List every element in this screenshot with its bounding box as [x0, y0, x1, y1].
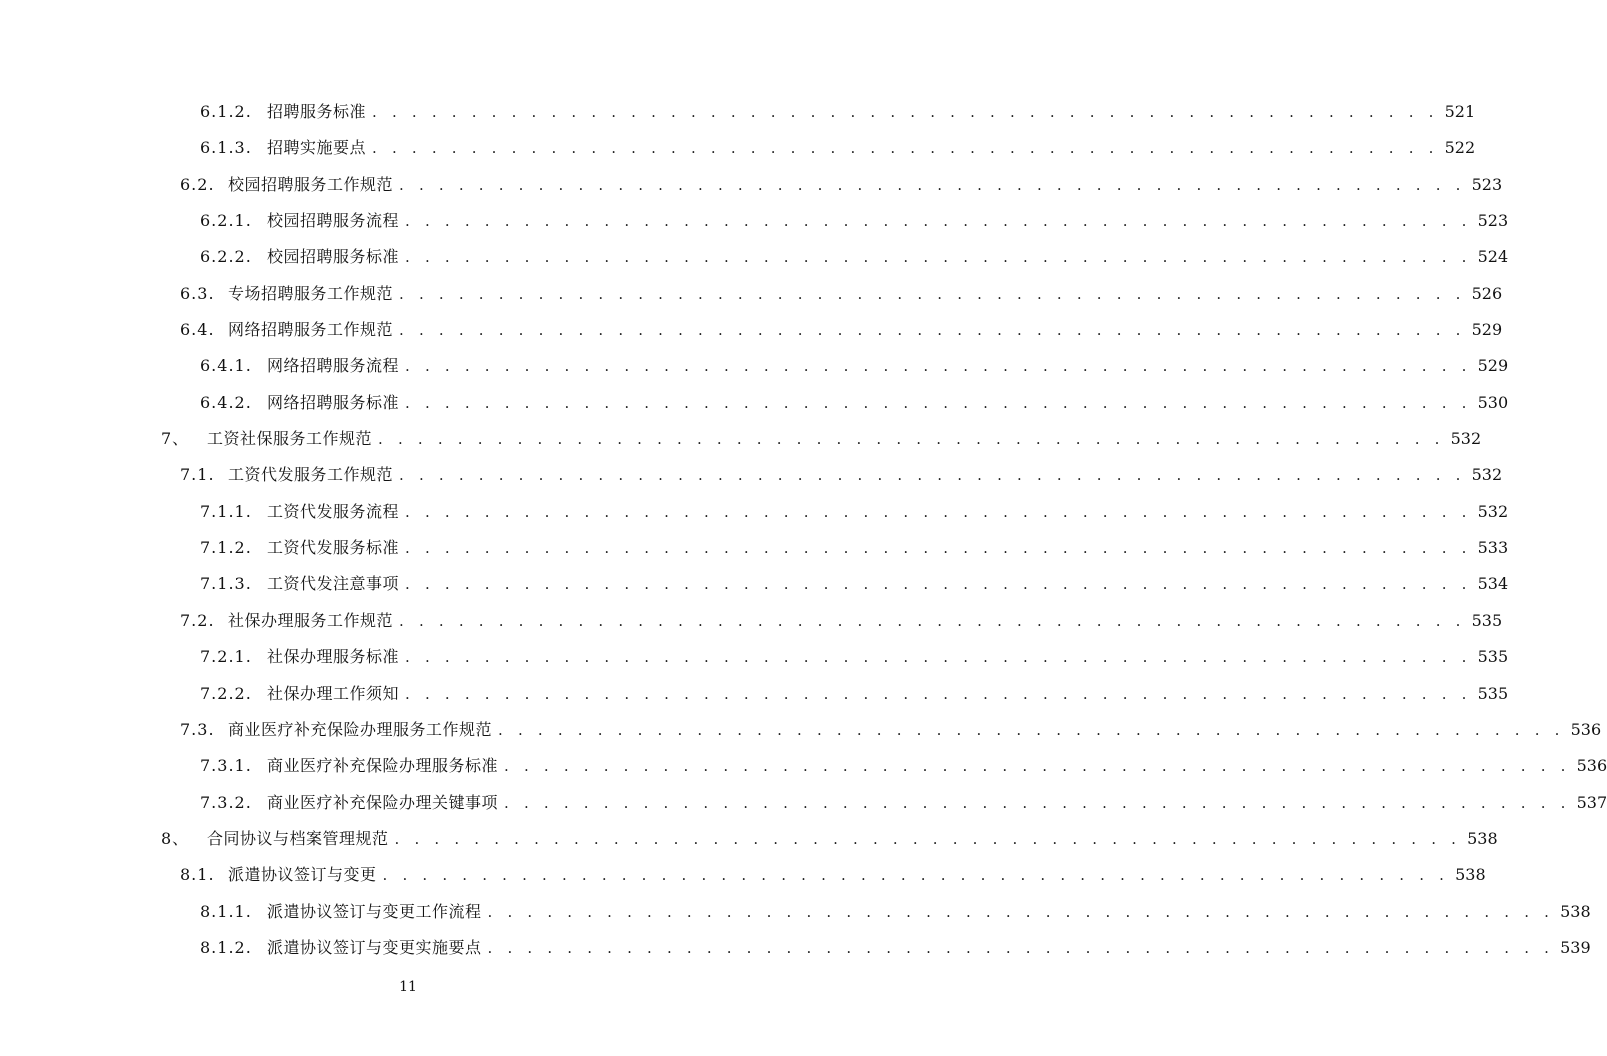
- toc-entry-title: 工资代发服务流程: [267, 501, 400, 521]
- toc-entry-page: 521: [1444, 102, 1476, 121]
- toc-entry-page: 532: [1450, 429, 1482, 449]
- toc-entry-number: 6.2.1.: [200, 211, 252, 231]
- toc-entry-page: 537: [1576, 792, 1607, 812]
- toc-dot-leader: . . . . . . . . . . . . . . . . . . . . . . . . . . . . . . . . . . . . . . . . . . . . . . . . . . . . . .: [504, 757, 1571, 776]
- toc-entry[interactable]: [0, 781, 1607, 817]
- toc-entry-number: 8.1.: [180, 865, 215, 885]
- toc-entry-page: 523: [1477, 211, 1509, 231]
- toc-entry-page: 523: [1471, 174, 1503, 194]
- toc-entry-number: 7.1.3.: [200, 574, 252, 594]
- toc-entry-page: 539: [1560, 937, 1591, 957]
- toc-entry[interactable]: [0, 744, 1607, 780]
- toc-entry-number: 7.1.2.: [200, 538, 252, 558]
- toc-entry[interactable]: [0, 526, 1509, 562]
- toc-entry[interactable]: [0, 199, 1509, 235]
- toc-entry-number: 7.1.1.: [200, 501, 252, 521]
- toc-entry-title: 商业医疗补充保险办理服务标准: [267, 756, 499, 776]
- toc-entry-page: 530: [1477, 392, 1509, 412]
- toc-entry-title: 网络招聘服务流程: [267, 356, 400, 376]
- toc-entry-title: 招聘实施要点: [267, 138, 367, 158]
- toc-entry-number: 7.3.: [180, 719, 215, 739]
- toc-entry[interactable]: [0, 490, 1509, 526]
- toc-dot-leader: . . . . . . . . . . . . . . . . . . . . . . . . . . . . . . . . . . . . . . . . . . . . . . . . . . . . . .: [378, 430, 1445, 449]
- toc-entry[interactable]: [0, 126, 1476, 162]
- toc-entry-number: 6.4.2.: [200, 392, 252, 412]
- toc-entry-page: 534: [1477, 574, 1509, 594]
- toc-entry-number: 6.2.: [180, 174, 215, 194]
- toc-entry[interactable]: [0, 90, 1476, 126]
- toc-entry-title: 校园招聘服务标准: [267, 247, 400, 267]
- toc-entry-page: 538: [1560, 901, 1591, 921]
- toc-entry-number: 8.1.1.: [200, 901, 252, 921]
- toc-dot-leader: . . . . . . . . . . . . . . . . . . . . . . . . . . . . . . . . . . . . . . . . . . . . . . . . . . . . . .: [405, 648, 1472, 667]
- toc-entry-number: 6.1.3.: [200, 138, 252, 158]
- toc-entry-title: 招聘服务标准: [267, 102, 367, 121]
- toc-entry-page: 538: [1467, 828, 1498, 848]
- toc-entry-page: 538: [1455, 865, 1486, 885]
- toc-dot-leader: . . . . . . . . . . . . . . . . . . . . . . . . . . . . . . . . . . . . . . . . . . . . . . . . . . . . . .: [405, 248, 1472, 267]
- toc-dot-leader: . . . . . . . . . . . . . . . . . . . . . . . . . . . . . . . . . . . . . . . . . . . . . . . . . . . . . .: [498, 720, 1565, 739]
- toc-entry[interactable]: [0, 453, 1503, 489]
- toc-dot-leader: . . . . . . . . . . . . . . . . . . . . . . . . . . . . . . . . . . . . . . . . . . . . . . . . . . . . . .: [399, 321, 1466, 340]
- toc-entry-title: 工资代发注意事项: [267, 574, 400, 594]
- table-of-contents: [0, 90, 1607, 962]
- toc-entry-title: 网络招聘服务标准: [267, 392, 400, 412]
- toc-entry-number: 7.2.2.: [200, 683, 252, 703]
- toc-entry-title: 商业医疗补充保险办理服务工作规范: [228, 719, 493, 739]
- toc-entry-page: 535: [1471, 610, 1503, 630]
- toc-entry-title: 校园招聘服务流程: [267, 211, 400, 231]
- toc-entry[interactable]: [0, 926, 1591, 962]
- toc-entry-page: 536: [1576, 756, 1607, 776]
- toc-entry-page: 532: [1477, 501, 1509, 521]
- toc-entry-page: 535: [1477, 683, 1509, 703]
- toc-entry[interactable]: [0, 562, 1509, 598]
- toc-entry-title: 派遣协议签订与变更实施要点: [267, 937, 482, 957]
- page-number: 11: [399, 979, 417, 995]
- toc-entry[interactable]: [0, 672, 1509, 708]
- toc-entry[interactable]: [0, 235, 1509, 271]
- toc-entry[interactable]: [0, 272, 1503, 308]
- toc-entry-number: 7.1.: [180, 465, 215, 485]
- toc-dot-leader: . . . . . . . . . . . . . . . . . . . . . . . . . . . . . . . . . . . . . . . . . . . . . . . . . . . . . .: [399, 284, 1466, 303]
- toc-entry-number: 7、: [161, 429, 190, 449]
- toc-dot-leader: . . . . . . . . . . . . . . . . . . . . . . . . . . . . . . . . . . . . . . . . . . . . . . . . . . . . . .: [405, 539, 1472, 558]
- toc-entry-title: 专场招聘服务工作规范: [228, 283, 394, 303]
- toc-dot-leader: . . . . . . . . . . . . . . . . . . . . . . . . . . . . . . . . . . . . . . . . . . . . . . . . . . . . . .: [504, 793, 1571, 812]
- toc-entry-page: 529: [1477, 356, 1509, 376]
- toc-entry-number: 8.1.2.: [200, 937, 252, 957]
- toc-entry-page: 532: [1471, 465, 1503, 485]
- toc-dot-leader: . . . . . . . . . . . . . . . . . . . . . . . . . . . . . . . . . . . . . . . . . . . . . . . . . . . . . .: [399, 611, 1466, 630]
- toc-dot-leader: . . . . . . . . . . . . . . . . . . . . . . . . . . . . . . . . . . . . . . . . . . . . . . . . . . . . . .: [405, 575, 1472, 594]
- toc-entry[interactable]: [0, 417, 1482, 453]
- toc-dot-leader: . . . . . . . . . . . . . . . . . . . . . . . . . . . . . . . . . . . . . . . . . . . . . . . . . . . . . .: [487, 902, 1555, 921]
- toc-entry-number: 7.3.2.: [200, 792, 252, 812]
- toc-entry[interactable]: [0, 890, 1591, 926]
- toc-entry[interactable]: [0, 381, 1509, 417]
- toc-entry-number: 7.2.: [180, 610, 215, 630]
- toc-entry[interactable]: [0, 163, 1503, 199]
- toc-dot-leader: . . . . . . . . . . . . . . . . . . . . . . . . . . . . . . . . . . . . . . . . . . . . . . . . . . . . . .: [372, 139, 1439, 158]
- toc-entry-number: 7.2.1.: [200, 647, 252, 667]
- toc-entry-page: 522: [1444, 138, 1476, 158]
- toc-entry-page: 533: [1477, 538, 1509, 558]
- toc-dot-leader: . . . . . . . . . . . . . . . . . . . . . . . . . . . . . . . . . . . . . . . . . . . . . . . . . . . . . .: [399, 175, 1466, 194]
- toc-entry-page: 526: [1471, 283, 1503, 303]
- toc-dot-leader: . . . . . . . . . . . . . . . . . . . . . . . . . . . . . . . . . . . . . . . . . . . . . . . . . . . . . .: [372, 103, 1439, 121]
- toc-entry-title: 派遣协议签订与变更工作流程: [267, 901, 482, 921]
- toc-entry[interactable]: [0, 635, 1509, 671]
- toc-entry-page: 529: [1471, 320, 1503, 340]
- toc-entry-title: 社保办理服务工作规范: [228, 610, 394, 630]
- toc-entry[interactable]: [0, 308, 1503, 344]
- toc-entry[interactable]: [0, 708, 1602, 744]
- toc-entry-title: 社保办理工作须知: [267, 683, 400, 703]
- toc-entry-number: 6.4.: [180, 320, 215, 340]
- toc-entry-title: 工资代发服务标准: [267, 538, 400, 558]
- toc-entry[interactable]: [0, 344, 1509, 380]
- toc-entry-page: 536: [1570, 719, 1602, 739]
- toc-dot-leader: . . . . . . . . . . . . . . . . . . . . . . . . . . . . . . . . . . . . . . . . . . . . . . . . . . . . . .: [405, 212, 1472, 231]
- toc-entry-title: 校园招聘服务工作规范: [228, 174, 394, 194]
- toc-entry-title: 商业医疗补充保险办理关键事项: [267, 792, 499, 812]
- toc-entry-title: 社保办理服务标准: [267, 647, 400, 667]
- toc-entry-title: 网络招聘服务工作规范: [228, 320, 394, 340]
- toc-entry-number: 6.3.: [180, 283, 215, 303]
- toc-entry[interactable]: [0, 599, 1503, 635]
- toc-dot-leader: . . . . . . . . . . . . . . . . . . . . . . . . . . . . . . . . . . . . . . . . . . . . . . . . . . . . . .: [399, 466, 1466, 485]
- toc-entry[interactable]: [0, 817, 1498, 853]
- toc-dot-leader: . . . . . . . . . . . . . . . . . . . . . . . . . . . . . . . . . . . . . . . . . . . . . . . . . . . . . .: [487, 938, 1555, 957]
- toc-entry-title: 合同协议与档案管理规范: [207, 828, 389, 848]
- toc-entry-number: 6.1.2.: [200, 102, 252, 121]
- toc-dot-leader: . . . . . . . . . . . . . . . . . . . . . . . . . . . . . . . . . . . . . . . . . . . . . . . . . . . . . .: [405, 684, 1472, 703]
- toc-dot-leader: . . . . . . . . . . . . . . . . . . . . . . . . . . . . . . . . . . . . . . . . . . . . . . . . . . . . . .: [394, 829, 1462, 848]
- toc-entry-page: 524: [1477, 247, 1509, 267]
- toc-entry-number: 8、: [161, 828, 190, 848]
- toc-entry-title: 工资社保服务工作规范: [207, 429, 373, 449]
- toc-dot-leader: . . . . . . . . . . . . . . . . . . . . . . . . . . . . . . . . . . . . . . . . . . . . . . . . . . . . . .: [405, 357, 1472, 376]
- toc-entry-number: 6.4.1.: [200, 356, 252, 376]
- toc-entry-title: 派遣协议签订与变更: [228, 865, 377, 885]
- toc-entry-page: 535: [1477, 647, 1509, 667]
- toc-entry-number: 6.2.2.: [200, 247, 252, 267]
- toc-dot-leader: . . . . . . . . . . . . . . . . . . . . . . . . . . . . . . . . . . . . . . . . . . . . . . . . . . . . . .: [382, 866, 1450, 885]
- toc-dot-leader: . . . . . . . . . . . . . . . . . . . . . . . . . . . . . . . . . . . . . . . . . . . . . . . . . . . . . .: [405, 502, 1472, 521]
- toc-entry-title: 工资代发服务工作规范: [228, 465, 394, 485]
- toc-entry[interactable]: [0, 853, 1486, 889]
- toc-dot-leader: . . . . . . . . . . . . . . . . . . . . . . . . . . . . . . . . . . . . . . . . . . . . . . . . . . . . . .: [405, 393, 1472, 412]
- toc-entry-number: 7.3.1.: [200, 756, 252, 776]
